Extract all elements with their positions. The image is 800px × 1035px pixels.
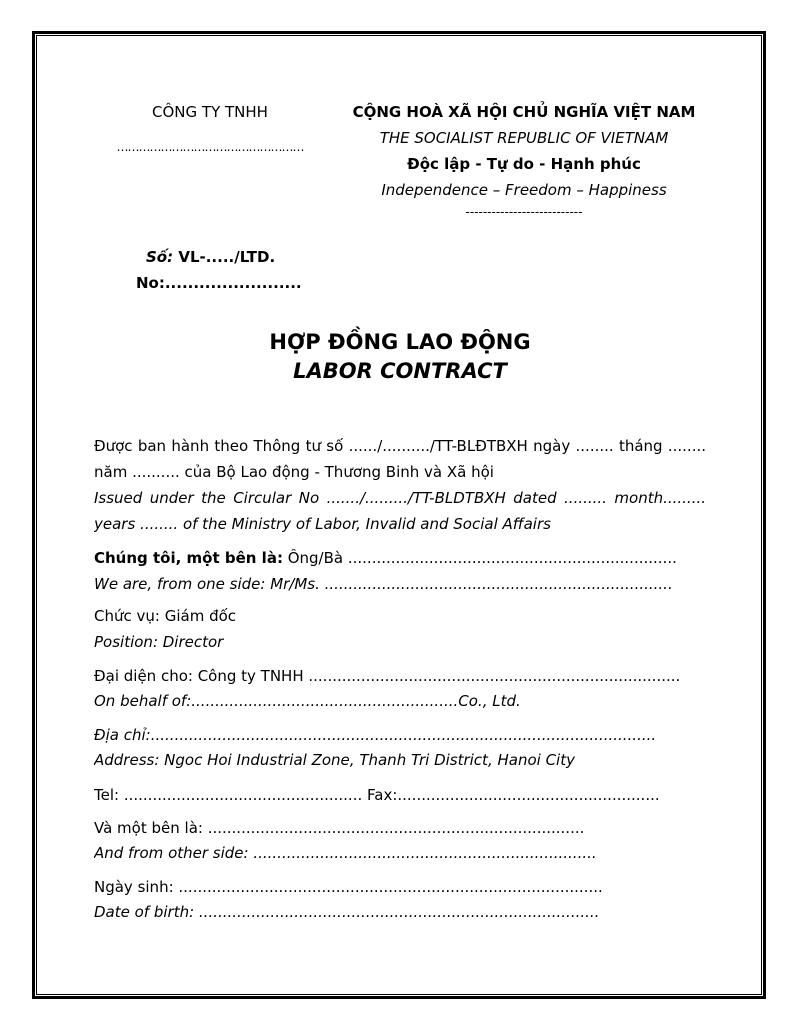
title-vi: HỢP ĐỒNG LAO ĐỘNG: [269, 330, 531, 354]
behalf-vi: Đại diện cho: Công ty TNHH ..............................................................................: [94, 667, 681, 685]
motto-en: Independence – Freedom – Happiness: [381, 181, 667, 199]
company-label: CÔNG TY TNHH: [152, 103, 268, 121]
so-value: VL-...../LTD.: [173, 248, 276, 266]
intro-en-line-1: Issued under the Circular No ......./........./TT-BLDTBXH dated ......... month.........: [94, 489, 706, 507]
party-a-label: Chúng tôi, một bên là:: [94, 549, 283, 567]
party-a-value: Ông/Bà .....................................................................: [282, 549, 677, 567]
contract-number-en: No:........................: [136, 274, 302, 292]
country-name-en: THE SOCIALIST REPUBLIC OF VIETNAM: [379, 129, 669, 147]
address-en: Address: Ngoc Hoi Industrial Zone, Thanh Tri District, Hanoi City: [94, 751, 575, 769]
motto-vi: Độc lập - Tự do - Hạnh phúc: [407, 155, 641, 173]
tel-fax: Tel: .................................................. Fax:.......................................................: [94, 786, 660, 804]
title-en: LABOR CONTRACT: [293, 359, 507, 383]
contract-number-vi: [146, 248, 275, 266]
address-vi: Địa chỉ:..........................................................................................................: [94, 726, 657, 744]
so-label: Số:: [146, 248, 174, 266]
intro-vi-line-1: Được ban hành theo Thông tư số ....../........../TT-BLĐTBXH ngày ........ tháng ........: [94, 437, 706, 455]
header-separator: ---------------------------: [465, 205, 583, 219]
dob-en: Date of birth: ....................................................................................: [94, 903, 600, 921]
dob-vi: Ngày sinh: .........................................................................................: [94, 878, 603, 896]
position-vi: Chức vụ: Giám đốc: [94, 607, 237, 625]
intro-en-line-2: years ........ of the Ministry of Labor, Invalid and Social Affairs: [94, 515, 551, 533]
behalf-en: On behalf of:........................................................Co., Ltd.: [94, 692, 521, 710]
party-b-en: And from other side: ........................................................................: [94, 844, 597, 862]
intro-vi-line-2: năm .......... của Bộ Lao động - Thương Binh và Xã hội: [94, 463, 494, 481]
company-name-placeholder: ……………………………………………: [116, 140, 304, 154]
position-en: Position: Director: [94, 633, 224, 651]
party-b-vi: Và một bên là: ...............................................................................: [94, 819, 585, 837]
party-a-name-vi: [94, 549, 684, 567]
country-name-vi: CỘNG HOÀ XÃ HỘI CHỦ NGHĨA VIỆT NAM: [352, 103, 696, 121]
party-a-name-en: We are, from one side: Mr/Ms. .........................................................................: [94, 575, 673, 593]
